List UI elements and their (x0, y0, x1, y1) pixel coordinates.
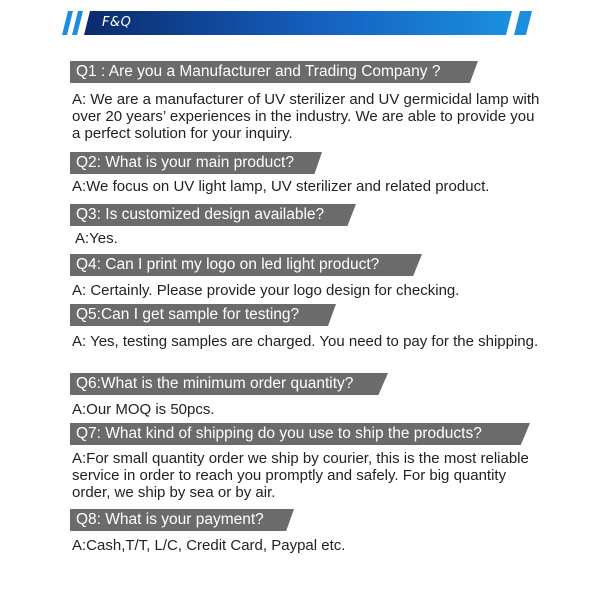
answer-6: A:Our MOQ is 50pcs. (72, 401, 215, 418)
question-7: Q7: What kind of shipping do you use to ship the products? (70, 423, 530, 445)
question-4: Q4: Can I print my logo on led light product? (70, 254, 422, 276)
answer-1: A: We are a manufacturer of UV sterilizer and UV germicidal lamp with over 20 years’ experiences in the industry. We are able to provide you a perfect solution for your inquiry. (72, 91, 540, 142)
answer-4: A: Certainly. Please provide your logo design for checking. (72, 282, 460, 299)
answer-8: A:Cash,T/T, L/C, Credit Card, Paypal etc. (72, 537, 346, 554)
question-3: Q3: Is customized design available? (70, 204, 356, 226)
answer-3: A:Yes. (75, 230, 118, 247)
question-1: Q1 : Are you a Manufacturer and Trading Company ? (70, 61, 478, 83)
question-8: Q8: What is your payment? (70, 509, 294, 531)
question-6: Q6:What is the minimum order quantity? (70, 373, 388, 395)
question-2: Q2: What is your main product? (70, 152, 322, 174)
question-5: Q5:Can I get sample for testing? (70, 304, 336, 326)
answer-7: A:For small quantity order we ship by courier, this is the most reliable service in order to reach you promptly and safely. For big quantity order, we ship by sea or by air. (72, 450, 529, 501)
answer-5: A: Yes, testing samples are charged. You need to pay for the shipping. (72, 333, 539, 350)
answer-2: A:We focus on UV light lamp, UV sterilizer and related product. (72, 178, 490, 195)
banner-title: F&Q (102, 15, 132, 30)
